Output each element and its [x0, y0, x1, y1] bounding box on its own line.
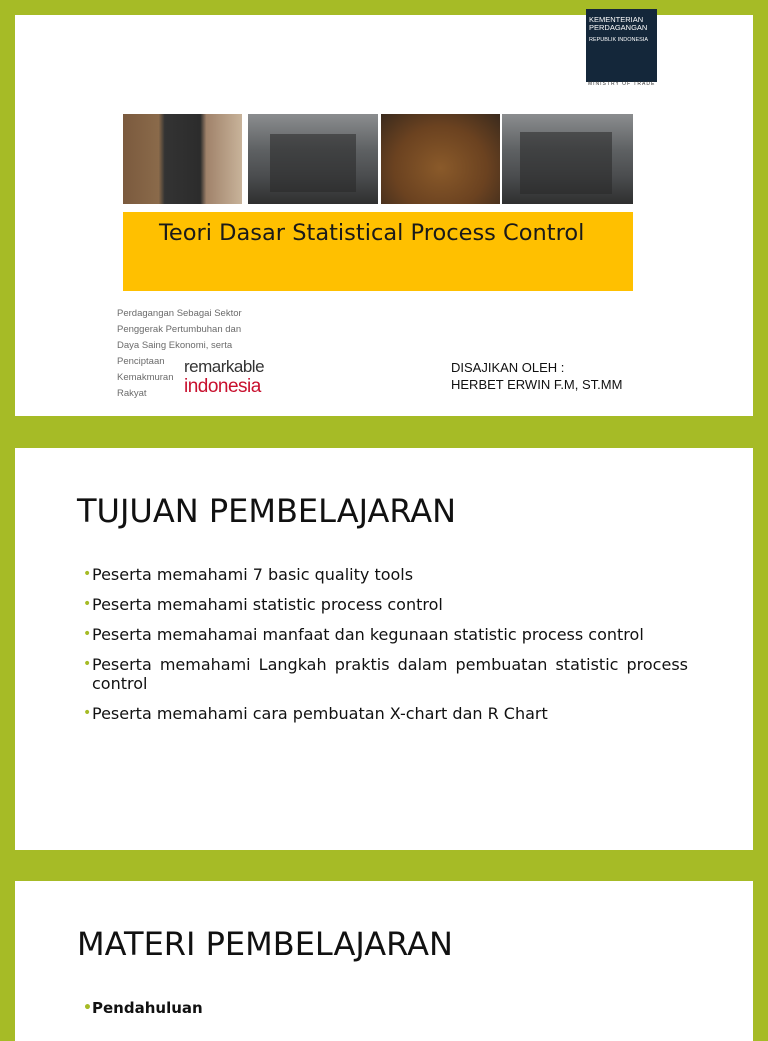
materials-slide: [15, 881, 753, 1041]
bullet-icon: •: [83, 566, 92, 582]
list-item-text: Peserta memahami cara pembuatan X-chart dan R Chart: [92, 704, 548, 723]
list-item: [83, 595, 688, 614]
tagline-line: Penciptaan: [117, 356, 165, 367]
slide-heading: TUJUAN PEMBELAJARAN: [77, 492, 457, 530]
tagline-line: Daya Saing Ekonomi, serta: [117, 340, 233, 351]
list-item: [83, 999, 688, 1018]
list-item: [83, 565, 688, 584]
bullet-icon: •: [83, 656, 92, 672]
list-item-text: Peserta memahami Langkah praktis dalam pembuatan statistic process control: [92, 655, 688, 693]
logo-line-3: REPUBLIK INDONESIA: [589, 37, 648, 43]
objectives-list: [83, 565, 688, 734]
presenter-block: [451, 359, 622, 393]
list-item-text: Peserta memahamai manfaat dan kegunaan statistic process control: [92, 625, 644, 644]
logo-line-2: PERDAGANGAN: [589, 23, 648, 32]
tagline-line: Perdagangan Sebagai Sektor: [117, 308, 242, 319]
slide-title: Teori Dasar Statistical Process Control: [159, 220, 585, 246]
slide-heading: MATERI PEMBELAJARAN: [77, 925, 453, 963]
product-photo-pallet-2: [502, 114, 633, 204]
presenter-label: DISAJIKAN OLEH :: [451, 360, 565, 375]
bullet-icon: •: [83, 596, 92, 612]
logo-caption: MINISTRY OF TRADE: [588, 81, 656, 87]
ministry-logo: [586, 9, 657, 82]
logo-line-1: KEMENTERIAN: [589, 15, 644, 24]
presenter-name: HERBET ERWIN F.M, ST.MM: [451, 377, 623, 392]
bullet-icon: •: [83, 1000, 92, 1016]
title-band: [123, 212, 633, 291]
brand-logo-bottom: indonesia: [184, 376, 261, 397]
bullet-icon: •: [83, 626, 92, 642]
list-item-text: Peserta memahami 7 basic quality tools: [92, 565, 414, 584]
tagline-line: Kemakmuran: [117, 372, 174, 383]
list-item: [83, 704, 688, 723]
cover-slide: [15, 15, 753, 416]
tagline-line: Rakyat: [117, 388, 147, 399]
bullet-icon: •: [83, 705, 92, 721]
tagline-line: Penggerak Pertumbuhan dan: [117, 324, 242, 335]
product-photo-pallet-1: [248, 114, 378, 204]
objectives-slide: [15, 448, 753, 850]
brand-logo-top: remarkable: [184, 357, 265, 376]
list-item: [83, 655, 688, 693]
product-photo-rubber-sheet: [381, 114, 500, 204]
list-item-text: Peserta memahami statistic process control: [92, 595, 443, 614]
materials-list: [83, 999, 688, 1029]
list-item: [83, 625, 688, 644]
product-photo-bale: [123, 114, 242, 204]
list-item-text: Pendahuluan: [92, 999, 203, 1017]
